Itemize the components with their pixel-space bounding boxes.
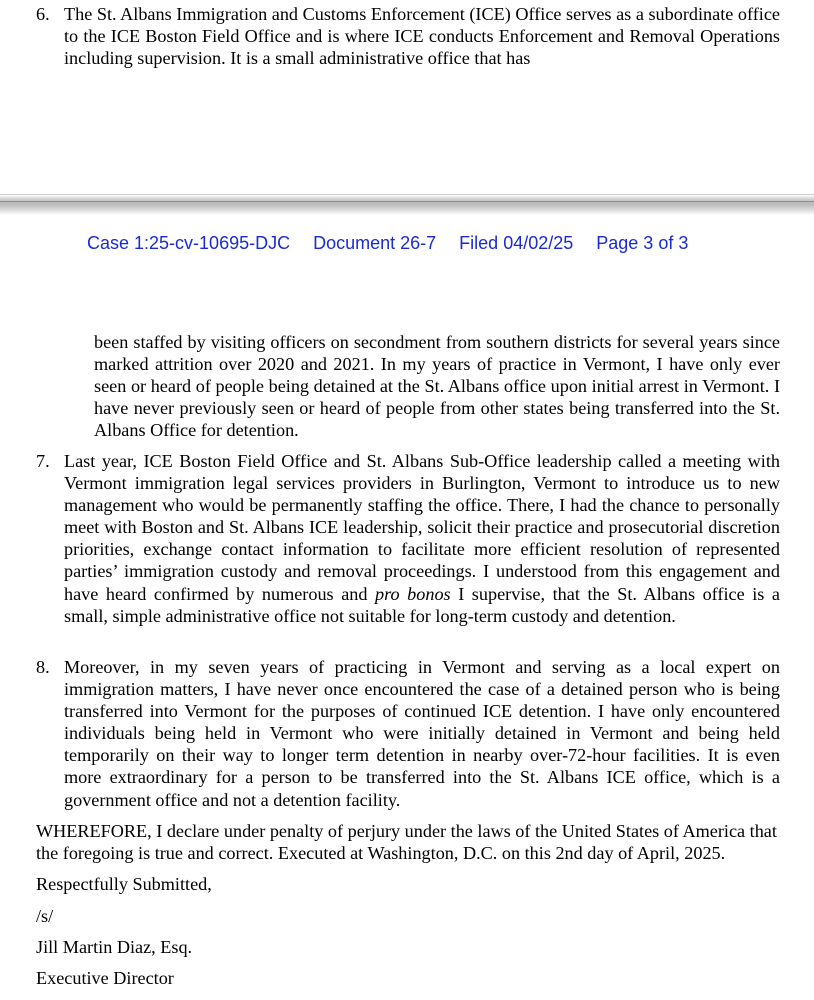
paragraph-text: The St. Albans Immigration and Customs Enforcement (ICE) Office serves as a subordinate office to the ICE Boston Field Office and is where ICE conducts Enforcement and Removal Operations including supervision. It is a small administrative office that has xyxy=(64,4,780,69)
paragraph-number: 6. xyxy=(36,4,50,24)
page-break-line xyxy=(0,201,814,202)
paragraph-number: 7. xyxy=(36,451,50,471)
ecf-header xyxy=(87,233,688,254)
page-number: Page 3 of 3 xyxy=(596,233,689,253)
page-break-divider xyxy=(0,194,814,215)
wherefore-clause: WHEREFORE, I declare under penalty of perjury under the laws of the United States of America that the foregoing is true and correct. Executed at Washington, D.C. on this 2nd day of April, 2025. xyxy=(36,821,777,864)
paragraph-text-part: I supervise, that the St. Albans office is a small, simple administrative office not suitable for long-term custody and detention. xyxy=(64,583,780,626)
case-number: Case 1:25-cv-10695-DJC xyxy=(87,233,291,253)
signer-title: Executive Director xyxy=(36,968,174,988)
paragraph-number: 8. xyxy=(36,657,50,677)
paragraph-6-continued: been staffed by visiting officers on secondment from southern districts for several years since marked attrition over 2020 and 2021. In my years of practice in Vermont, I have only ever seen or heard of people being detained at the St. Albans office upon initial arrest in Vermont. I have never previously seen or heard of people from other states being transferred into the St. Albans Office for detention. xyxy=(94,332,780,441)
signature-mark: /s/ xyxy=(36,906,54,926)
italic-phrase: pro bonos xyxy=(375,583,451,604)
signer-name: Jill Martin Diaz, Esq. xyxy=(36,937,193,957)
paragraph-8 xyxy=(36,656,780,811)
paragraph-7 xyxy=(36,450,780,627)
closing: Respectfully Submitted, xyxy=(36,874,212,894)
paragraph-text xyxy=(64,450,780,627)
document-number: Document 26-7 xyxy=(313,233,437,253)
paragraph-text-part: Last year, ICE Boston Field Office and St. Albans Sub-Office leadership called a meeting with Vermont immigration legal services providers in Burlington, Vermont to introduce us to new management who would be permanently staffing the office. There, I had the chance to personally meet with Boston and St. Albans ICE leadership, solicit their practice and prosecutorial discretion priorities, exchange contact information to facilitate more efficient resolution of represented parties’ immigration custody and removal proceedings. I understood from this engagement and have heard confirmed by numerous and xyxy=(64,451,780,604)
filed-date: Filed 04/02/25 xyxy=(459,233,574,253)
paragraph-text: Moreover, in my seven years of practicing in Vermont and serving as a local expert on immigration matters, I have never once encountered the case of a detained person who is being transferred into Vermont for the purposes of continued ICE detention. I have only encountered individuals being held in Vermont who were initially detained in Vermont and being held temporarily on their way to longer term detention in nearby over-72-hour facilities. It is even more extraordinary for a person to be transferred into the St. Albans ICE office, which is a government office and not a detention facility. xyxy=(64,657,780,810)
paragraph-6-top xyxy=(36,3,780,69)
